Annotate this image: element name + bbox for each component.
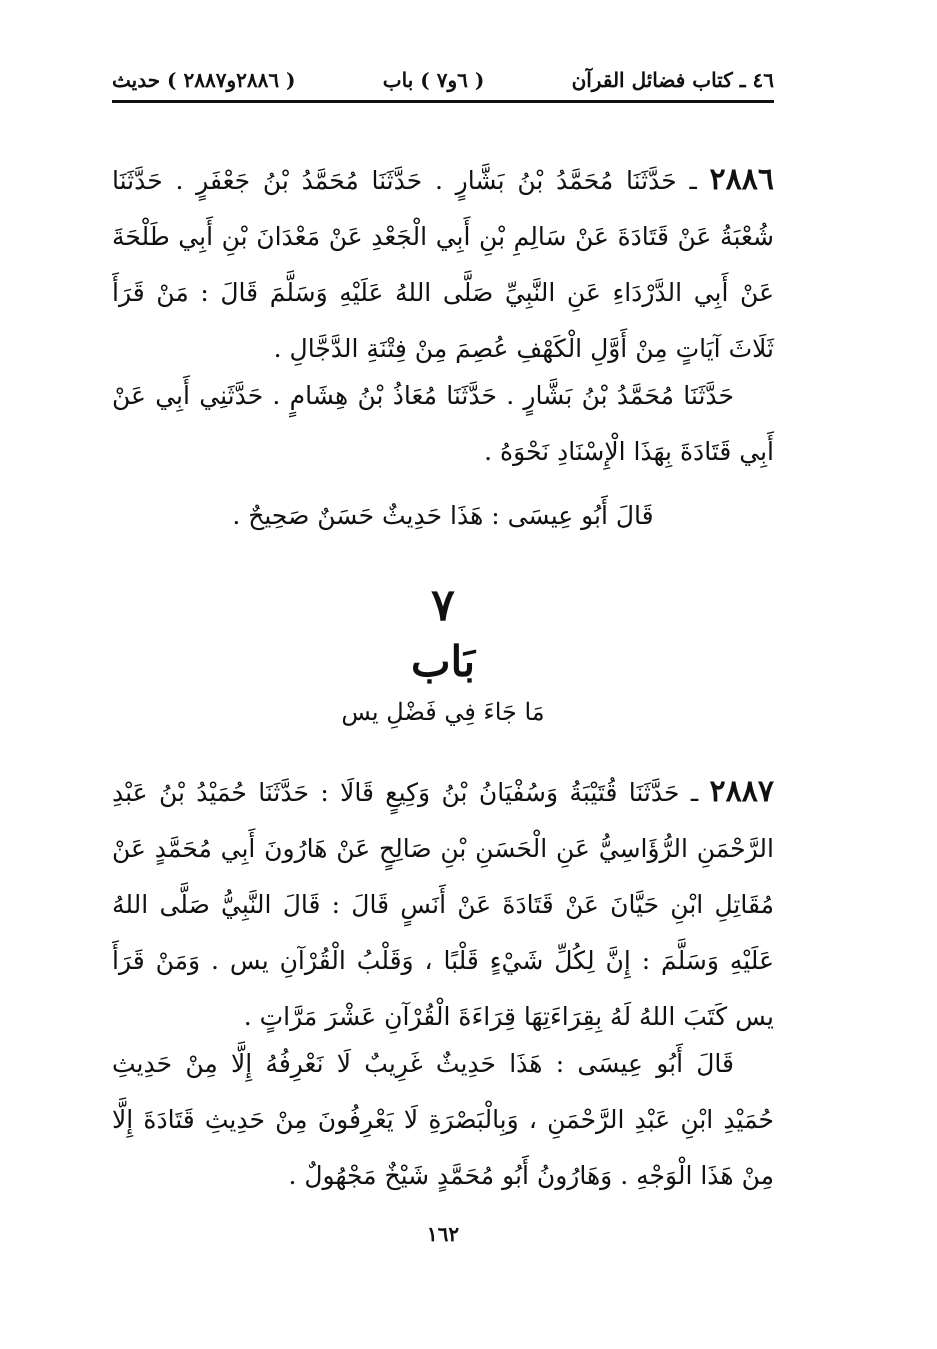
grade-statement-1 <box>112 488 774 544</box>
running-header <box>112 62 774 98</box>
chapter-title: مَا جَاءَ فِي فَضْلِ يس <box>341 698 545 726</box>
secondary-isnad-text: حَدَّثَنَا مُحَمَّدُ بْنُ بَشَّارٍ . حَدَّثَنَا مُعَاذُ بْنُ هِشَامٍ . حَدَّثَنِي أَبِي عَنْ أَبِي قَتَادَةَ بِهَذَا الْإِسْنَادِ نَحْوَهُ . <box>112 381 774 466</box>
hadith-2886-paragraph <box>112 152 774 377</box>
chapter-number: ٧ <box>431 580 455 631</box>
hadith-2886-text: ـ حَدَّثَنَا مُحَمَّدُ بْنُ بَشَّارٍ . حَدَّثَنَا مُحَمَّدُ بْنُ جَعْفَرٍ . حَدَّثَنَا شُعْبَةُ عَنْ قَتَادَةَ عَنْ سَالِمِ بْنِ أَبِي الْجَعْدِ عَنْ مَعْدَانَ بْنِ أَبِي طَلْحَةَ عَنْ أَبِي الدَّرْدَاءِ عَنِ النَّبِيِّ صَلَّى اللهُ عَلَيْهِ وَسَلَّمَ قَالَ : مَنْ قَرَأَ ثَلَاثَ آيَاتٍ مِنْ أَوَّلِ الْكَهْفِ عُصِمَ مِنْ فِتْنَةِ الدَّجَّالِ . <box>112 166 774 363</box>
grade-2-text: قَالَ أَبُو عِيسَى : هَذَا حَدِيثٌ غَرِيبٌ لَا نَعْرِفُهُ إِلَّا مِنْ حَدِيثِ حُمَيْدِ ابْنِ عَبْدِ الرَّحْمَنِ ، وَبِالْبَصْرَةِ لَا يَعْرِفُونَ مِنْ حَدِيثِ قَتَادَةَ إِلَّا مِنْ هَذَا الْوَجْهِ . وَهَارُونُ أَبُو مُحَمَّدٍ شَيْخٌ مَجْهُولٌ . <box>112 1049 774 1190</box>
grade-1-text: قَالَ أَبُو عِيسَى : هَذَا حَدِيثٌ حَسَنٌ صَحِيحٌ . <box>232 501 654 530</box>
hadith-2886-number: ٢٨٨٦ <box>709 162 774 197</box>
header-rule <box>112 100 774 103</box>
page-number: ١٦٢ <box>426 1222 460 1246</box>
hadith-2887-paragraph <box>112 764 774 1045</box>
grade-statement-2 <box>112 1036 774 1204</box>
hadith-2887-text: ـ حَدَّثَنَا قُتَيْبَةُ وَسُفْيَانُ بْنُ وَكِيعٍ قَالَا : حَدَّثَنَا حُمَيْدُ بْنُ عَبْدِ الرَّحْمَنِ الرُّؤَاسِيُّ عَنِ الْحَسَنِ بْنِ صَالِحٍ عَنْ هَارُونَ أَبِي مُحَمَّدٍ عَنْ مُقَاتِلِ ابْنِ حَيَّانَ عَنْ قَتَادَةَ عَنْ أَنَسٍ قَالَ : قَالَ النَّبِيُّ صَلَّى اللهُ عَلَيْهِ وَسَلَّمَ : إِنَّ لِكُلِّ شَيْءٍ قَلْبًا ، وَقَلْبُ الْقُرْآنِ يس . وَمَنْ قَرَأَ يس كَتَبَ اللهُ لَهُ بِقِرَاءَتِهَا قِرَاءَةَ الْقُرْآنِ عَشْرَ مَرَّاتٍ . <box>112 778 774 1031</box>
secondary-isnad-paragraph <box>112 368 774 480</box>
header-section-ref: ( ٦و٧ ) باب <box>382 68 485 92</box>
header-book-title: ٤٦ ـ كتاب فضائل القرآن <box>571 68 774 92</box>
chapter-heading: بَاب <box>410 637 476 686</box>
hadith-2887-number: ٢٨٨٧ <box>709 774 774 809</box>
header-hadith-ref: ( ٢٨٨٦و٢٨٨٧ ) حديث <box>112 68 296 92</box>
